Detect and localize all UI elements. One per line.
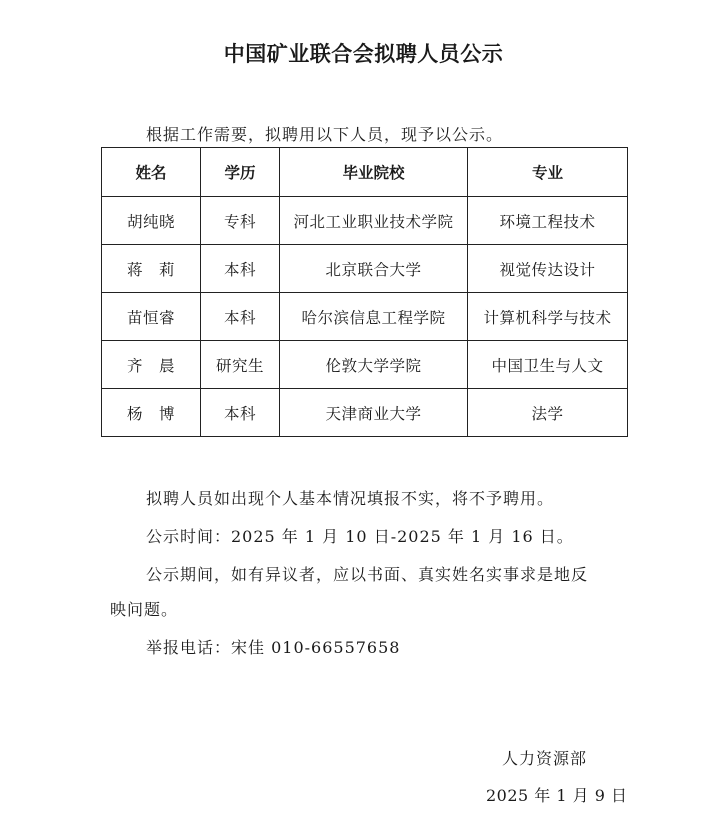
signature-date: 2025 年 1 月 9 日 xyxy=(486,786,628,805)
table-row xyxy=(102,389,628,437)
cell-school: 天津商业大学 xyxy=(280,389,468,437)
objection-paragraph-line1: 公示期间，如有异议者，应以书面、真实姓名实事求是地反 xyxy=(146,565,589,584)
header-education: 学历 xyxy=(201,148,280,197)
cell-education: 本科 xyxy=(201,389,280,437)
header-school: 毕业院校 xyxy=(280,148,468,197)
header-name: 姓名 xyxy=(102,148,201,197)
cell-education: 本科 xyxy=(201,293,280,341)
cell-major: 计算机科学与技术 xyxy=(468,293,628,341)
publicity-period: 公示时间：2025 年 1 月 10 日-2025 年 1 月 16 日。 xyxy=(146,527,574,546)
cell-school: 北京联合大学 xyxy=(280,245,468,293)
cell-education: 专科 xyxy=(201,197,280,245)
cell-major: 中国卫生与人文 xyxy=(468,341,628,389)
table-row xyxy=(102,197,628,245)
table-row xyxy=(102,293,628,341)
cell-education: 研究生 xyxy=(201,341,280,389)
cell-school: 伦敦大学学院 xyxy=(280,341,468,389)
cell-school: 河北工业职业技术学院 xyxy=(280,197,468,245)
signature-department: 人力资源部 xyxy=(502,749,588,768)
cell-major: 视觉传达设计 xyxy=(468,245,628,293)
page-title: 中国矿业联合会拟聘人员公示 xyxy=(223,42,504,66)
cell-name: 胡纯晓 xyxy=(102,197,201,245)
cell-major: 环境工程技术 xyxy=(468,197,628,245)
cell-name: 蒋 莉 xyxy=(102,245,201,293)
table-header-row xyxy=(102,148,628,197)
objection-paragraph-line2: 映问题。 xyxy=(110,600,179,619)
intro-paragraph: 根据工作需要，拟聘用以下人员，现予以公示。 xyxy=(146,125,504,144)
cell-name: 苗恒睿 xyxy=(102,293,201,341)
notice-paragraph: 拟聘人员如出现个人基本情况填报不实，将不予聘用。 xyxy=(146,489,555,508)
candidate-table xyxy=(101,147,628,437)
cell-school: 哈尔滨信息工程学院 xyxy=(280,293,468,341)
cell-major: 法学 xyxy=(468,389,628,437)
table-row xyxy=(102,341,628,389)
table-row xyxy=(102,245,628,293)
cell-name: 齐 晨 xyxy=(102,341,201,389)
cell-education: 本科 xyxy=(201,245,280,293)
report-hotline: 举报电话：宋佳 010-66557658 xyxy=(146,638,401,657)
cell-name: 杨 博 xyxy=(102,389,201,437)
header-major: 专业 xyxy=(468,148,628,197)
